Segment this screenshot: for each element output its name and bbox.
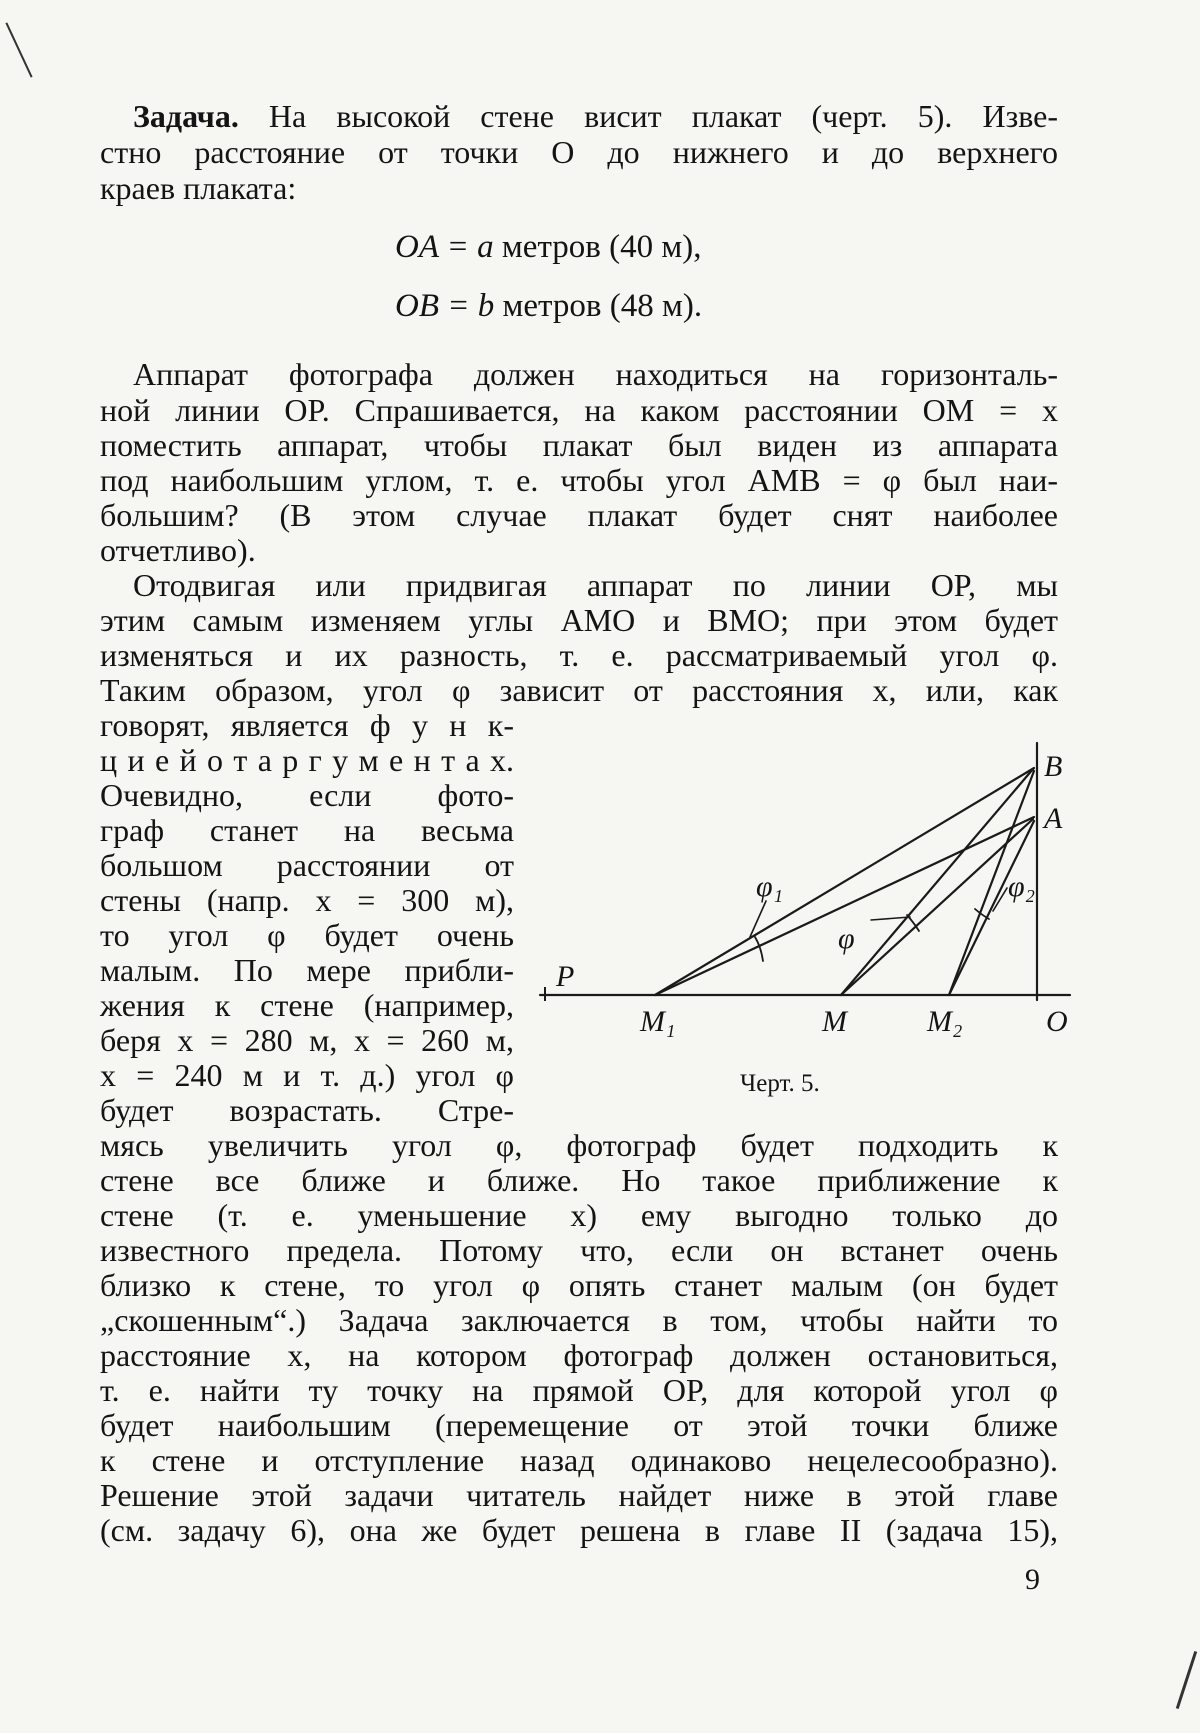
- text-line: краев плаката:: [100, 170, 297, 206]
- text-line: мясь увеличить угол φ, фотограф будет подходить к: [100, 1127, 1058, 1163]
- text-line: Таким образом, угол φ зависит от расстояния x, или, как: [100, 672, 1058, 708]
- text-line: известного предела. Потому что, если он встанет очень: [100, 1232, 1058, 1268]
- label-phi2: φ₂: [1008, 870, 1036, 903]
- text-line: стене (т. е. уменьшение x) ему выгодно только до: [100, 1197, 1058, 1233]
- label-b: B: [1044, 750, 1063, 783]
- ray-m1-b: [655, 768, 1034, 995]
- text-line: большим? (В этом случае плакат будет снят наиболее: [100, 497, 1058, 533]
- text-line: говорят, является ф у н к-: [100, 707, 514, 743]
- text-line: жения к стене (например,: [100, 987, 514, 1023]
- label-phi1: φ₁: [756, 870, 784, 903]
- figure-caption: Черт. 5.: [740, 1070, 820, 1097]
- text-line: будет наибольшим (перемещение от этой точки ближе: [100, 1407, 1058, 1443]
- text-line: большом расстоянии от: [100, 847, 514, 883]
- text-line: малым. По мере прибли-: [100, 952, 514, 988]
- text-line: то угол φ будет очень: [100, 917, 514, 953]
- label-p: P: [556, 960, 575, 993]
- pointer-phi1: [750, 901, 766, 937]
- text-line: отчетливо).: [100, 532, 256, 568]
- text-line: под наибольшим углом, т. е. чтобы угол AMB = φ был наи-: [100, 462, 1058, 498]
- text-line: к стене и отступление назад одинаково нецелесообразно).: [100, 1442, 1058, 1478]
- text-line: граф станет на весьма: [100, 812, 514, 848]
- text-line: стно расстояние от точки O до нижнего и до верхнего: [100, 134, 1058, 170]
- text-line: расстояние x, на котором фотограф должен остановиться,: [100, 1337, 1058, 1373]
- formula-ob: OB = b метров (48 м).: [395, 288, 703, 324]
- scan-mark: [1176, 1651, 1197, 1709]
- text-line: будет возрастать. Стре-: [100, 1092, 514, 1128]
- text-line: стене все ближе и ближе. Но такое приближение к: [100, 1162, 1058, 1198]
- text-line: x = 240 м и т. д.) угол φ: [100, 1057, 514, 1093]
- label-phi: φ: [838, 922, 855, 955]
- label-m2: M₂: [927, 1005, 963, 1038]
- text-line: близко к стене, то угол φ опять станет малым (он будет: [100, 1267, 1058, 1303]
- label-o: O: [1046, 1005, 1068, 1038]
- formula-oa: OA = a метров (40 м),: [395, 229, 702, 265]
- problem-heading: Задача.: [133, 98, 239, 134]
- ray-m-a: [841, 819, 1036, 995]
- label-a: A: [1044, 802, 1063, 835]
- ray-m2-a: [949, 821, 1034, 995]
- ray-m1-a: [655, 817, 1034, 995]
- label-m1: M₁: [640, 1005, 676, 1038]
- text-line: (см. задачу 6), она же будет решена в главе II (задача 15),: [100, 1512, 1059, 1548]
- text-line: Задача. На высокой стене висит плакат (черт. 5). Изве-: [133, 98, 1058, 134]
- text-line: этим самым изменяем углы AMO и BMO; при этом будет: [100, 602, 1059, 638]
- text-line: стены (напр. x = 300 м),: [100, 882, 514, 918]
- text-line: Очевидно, если фото-: [100, 777, 514, 813]
- text-line: ной линии OP. Спрашивается, на каком расстоянии OM = x: [100, 392, 1058, 428]
- text-line: изменяться и их разность, т. е. рассматриваемый угол φ.: [100, 637, 1058, 673]
- text-line: т. е. найти ту точку на прямой OP, для которой угол φ: [100, 1372, 1058, 1408]
- text-line: ц и е й о т а р г у м е н т а x.: [100, 742, 514, 778]
- text-line: Отодвигая или придвигая аппарат по линии OP, мы: [133, 567, 1058, 603]
- figure-diagram: [535, 735, 1075, 1055]
- text-line: „скошенным“.) Задача заключается в том, чтобы найти то: [100, 1302, 1058, 1338]
- text-line: Решение этой задачи читатель найдет ниже в этой главе: [100, 1477, 1058, 1513]
- scan-mark: [5, 22, 32, 77]
- text-line: беря x = 280 м, x = 260 м,: [100, 1022, 514, 1058]
- text-line: поместить аппарат, чтобы плакат был виден из аппарата: [100, 427, 1058, 463]
- text-line: Аппарат фотографа должен находиться на горизонталь-: [133, 356, 1058, 392]
- arc-phi1: [755, 937, 763, 961]
- page-number: 9: [1025, 1563, 1040, 1596]
- label-m: M: [822, 1005, 847, 1038]
